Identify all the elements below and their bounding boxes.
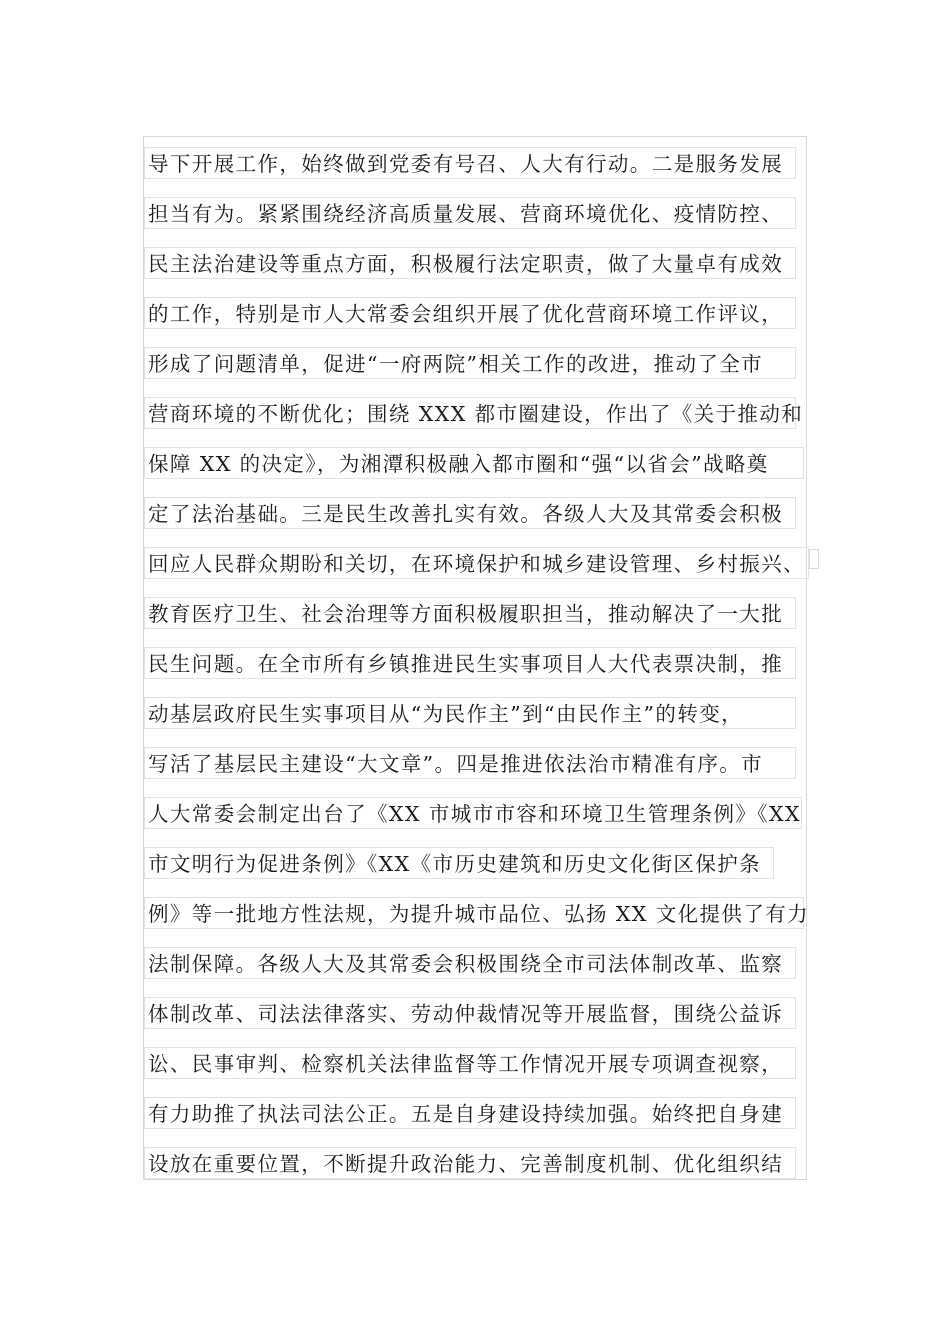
paragraph-line: 写活了基层民主建设“大文章”。四是推进依法治市精准有序。市 [144, 747, 796, 779]
paragraph-line: 市文明行为促进条例》《XX《市历史建筑和历史文化街区保护条 [144, 847, 774, 879]
paragraph-line: 保障 XX 的决定》，为湘潭积极融入都市圈和“强“以省会”战略奠 [144, 447, 804, 479]
paragraph-line: 定了法治基础。三是民生改善扎实有效。各级人大及其常委会积极 [144, 497, 796, 529]
paragraph-line: 形成了问题清单，促进“一府两院”相关工作的改进，推动了全市 [144, 347, 796, 379]
paragraph-line: 讼、民事审判、检察机关法律监督等工作情况开展专项调查视察， [144, 1047, 796, 1079]
paragraph-line: 民生问题。在全市所有乡镇推进民生实事项目人大代表票决制，推 [144, 647, 796, 679]
paragraph-line: 例》等一批地方性法规，为提升城市品位、弘扬 XX 文化提供了有力 [144, 897, 804, 929]
paragraph-line: 民主法治建设等重点方面，积极履行法定职责，做了大量卓有成效 [144, 247, 796, 279]
paragraph-line: 人大常委会制定出台了《XX 市城市市容和环境卫生管理条例》《XX [144, 797, 802, 829]
paragraph-line: 担当有为。紧紧围绕经济高质量发展、营商环境优化、疫情防控、 [144, 197, 796, 229]
overflow-marker [809, 549, 819, 569]
paragraph-line: 法制保障。各级人大及其常委会积极围绕全市司法体制改革、监察 [144, 947, 796, 979]
paragraph-line: 动基层政府民生实事项目从“为民作主”到“由民作主”的转变， [144, 697, 796, 729]
paragraph-line: 设放在重要位置，不断提升政治能力、完善制度机制、优化组织结 [144, 1147, 796, 1179]
paragraph-line: 的工作，特别是市人大常委会组织开展了优化营商环境工作评议， [144, 297, 796, 329]
paragraph-line: 导下开展工作，始终做到党委有号召、人大有行动。二是服务发展 [144, 147, 796, 179]
paragraph-line: 体制改革、司法法律落实、劳动仲裁情况等开展监督，围绕公益诉 [144, 997, 796, 1029]
paragraph-line: 有力助推了执法司法公正。五是自身建设持续加强。始终把自身建 [144, 1097, 796, 1129]
paragraph-line: 教育医疗卫生、社会治理等方面积极履职担当，推动解决了一大批 [144, 597, 796, 629]
paragraph-line: 营商环境的不断优化；围绕 XXX 都市圈建设，作出了《关于推动和 [144, 397, 796, 429]
paragraph-line: 回应人民群众期盼和关切，在环境保护和城乡建设管理、乡村振兴、 [144, 547, 809, 579]
